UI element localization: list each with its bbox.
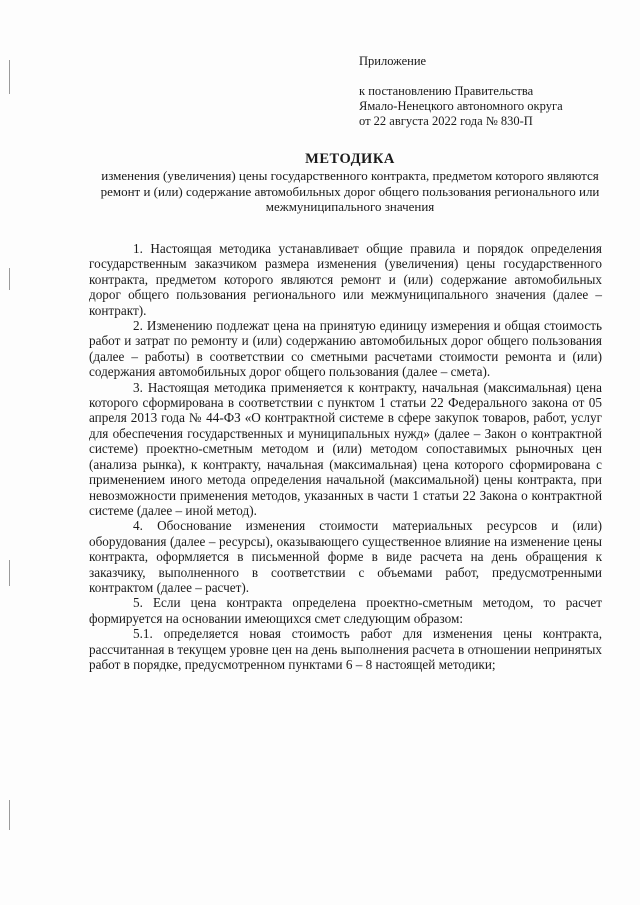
paragraph-1: 1. Настоящая методика устанавливает общие правила и порядок определения государственным заказчиком размера изменения (увеличения) цены государственного контракта, предметом которого являются ремонт и (или) содержание автомобильных дорог общего пользования регионального или межмуниципального значения (далее – контракт).	[89, 241, 602, 318]
appendix-label: Приложение	[359, 54, 427, 68]
scan-edge-mark	[9, 800, 10, 830]
document-title: МЕТОДИКА	[305, 151, 395, 167]
paragraph-3: 3. Настоящая методика применяется к контракту, начальная (максимальная) цена которого сформирована в соответствии с пунктом 1 статьи 22 Федерального закона от 05 апреля 2013 года № 44-ФЗ «О контрактной системе в сфере закупок товаров, работ, услуг для обеспечения государственных и муниципальных нужд» (далее – Закон о контрактной системе) проектно-сметным методом и (или) методом сопоставимых рыночных цен (анализа рынка), к контракту, начальная (максимальная) цена которого сформирована с применением иного метода определения начальной (максимальной) цены контракта, при невозможности применения методов, указанных в части 1 статьи 22 Закона о контрактной системе (далее – иной метод).	[89, 379, 602, 518]
document-body	[89, 241, 602, 672]
appendix-line: Ямало-Ненецкого автономного округа	[359, 99, 563, 113]
document-subtitle: изменения (увеличения) цены государственного контракта, предметом которого являются ремонт и (или) содержание автомобильных дорог общего пользования регионального или межмуниципального значения	[100, 168, 600, 215]
title-block	[88, 151, 612, 215]
paragraph-4: 4. Обоснование изменения стоимости материальных ресурсов и (или) оборудования (далее – ресурсы), оказывающего существенное влияние на изменение цены контракта, оформляется в письменной форме в виде расчета на день обращения к заказчику, выполненного в соответствии с объемами работ, предусмотренными контрактом (далее – расчет).	[89, 518, 602, 595]
scan-edge-mark	[9, 60, 10, 94]
paragraph-5: 5. Если цена контракта определена проектно-сметным методом, то расчет формируется на основании имеющихся смет следующим образом:	[89, 595, 602, 626]
scan-edge-mark	[9, 560, 10, 586]
paragraph-2: 2. Изменению подлежат цена на принятую единицу измерения и общая стоимость работ и затрат по ремонту и (или) содержанию автомобильных дорог общего пользования (далее – работы) в соответствии со сметными расчетами стоимости ремонта и (или) содержания автомобильных дорог общего пользования (далее – смета).	[89, 318, 602, 380]
scan-edge-mark	[9, 268, 10, 290]
paragraph-5-1: 5.1. определяется новая стоимость работ для изменения цены контракта, рассчитанная в текущем уровне цен на день выполнения расчета в отношении непринятых работ в порядке, предусмотренном пунктами 6 – 8 настоящей методики;	[89, 626, 602, 672]
appendix-block	[359, 54, 563, 129]
appendix-line: от 22 августа 2022 года № 830-П	[359, 114, 533, 128]
appendix-line: к постановлению Правительства	[359, 84, 534, 98]
